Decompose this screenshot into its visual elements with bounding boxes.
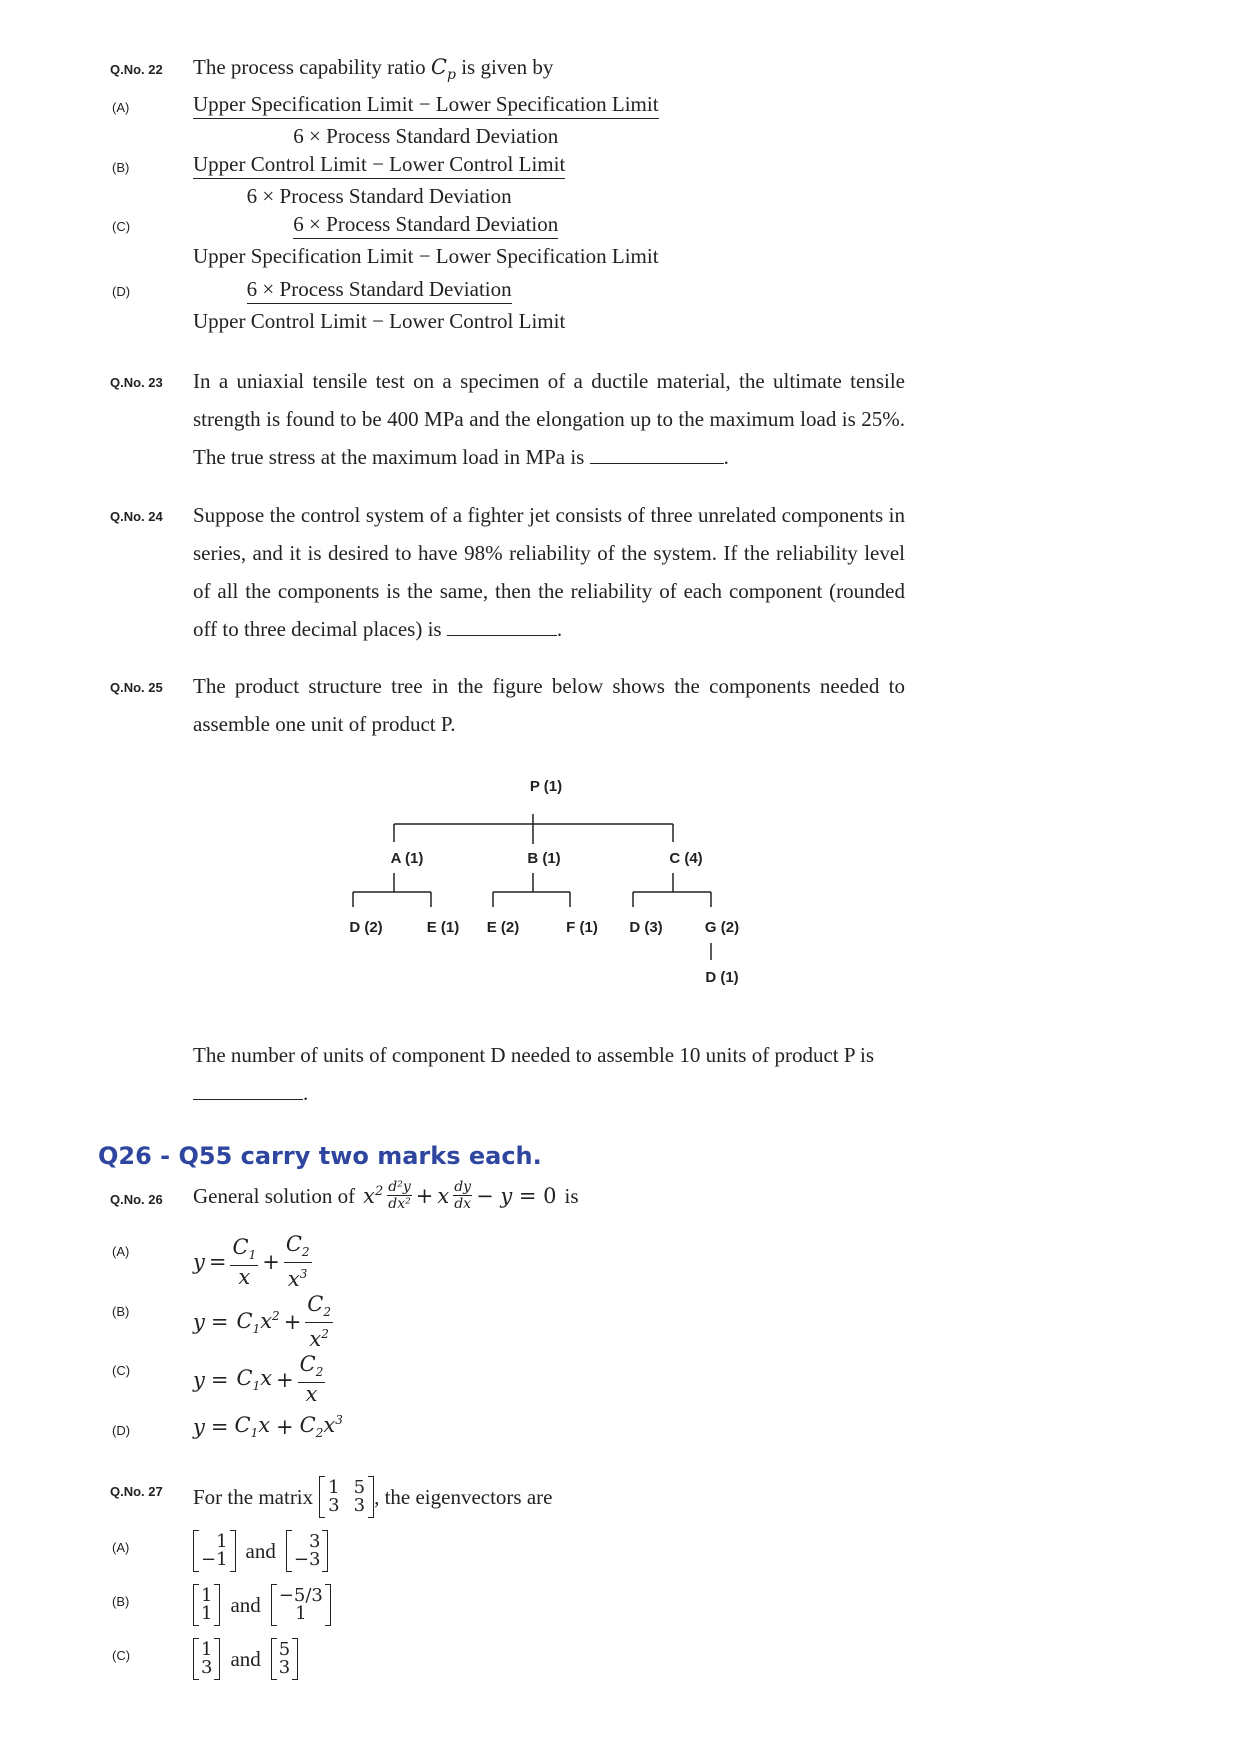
question-number: Q.No. 27: [110, 1484, 163, 1499]
symbol-subscript: p: [447, 67, 456, 84]
question-body: The number of units of component D needed to assemble 10 units of product P is: [193, 1043, 875, 1067]
option-label: (D): [112, 1423, 131, 1438]
option-a-vectors: [193, 1530, 328, 1572]
question-body: In a uniaxial tensile test on a specimen of a ductile material, the ultimate tensile strength is found to be 400 MPa and the elongation up to the maximum load is 25%. The true stress at the maximum load in MPa is: [193, 369, 905, 469]
equation: x: [437, 1184, 450, 1208]
denominator: Upper Specification Limit − Lower Specification Limit: [193, 244, 659, 268]
vector: 3 −3: [286, 1530, 329, 1572]
vector: 1 3: [193, 1638, 220, 1680]
question-text: In a uniaxial tensile test on a specimen of a ductile material, the ultimate tensile strength is found to be 400 MPa and the elongation up to the maximum load is 25%. The true stress at the maximum load in MPa is .: [193, 369, 905, 469]
tree-node-b: B (1): [527, 850, 561, 867]
question-number: Q.No. 25: [110, 680, 163, 695]
tree-node-f: F (1): [566, 919, 598, 936]
question-number: Q.No. 26: [110, 1192, 163, 1207]
option-label: (C): [112, 219, 131, 234]
stem-end: , the eigenvectors are: [374, 1484, 553, 1509]
option-d-equation: y = $C_1x$ + $C_2x^3$: [193, 1413, 343, 1441]
numerator: Upper Specification Limit − Lower Specification Limit: [193, 91, 659, 119]
option-label: (A): [112, 1244, 130, 1259]
option-label: (C): [112, 1648, 131, 1663]
option-b-vectors: [193, 1584, 331, 1626]
and-text: and: [230, 1646, 261, 1671]
option-b-equation: y = $C_1x^2$ + $\frac{C_2}{x^2}$: [193, 1292, 332, 1352]
equation: $\frac{dy}{dx}$: [454, 1179, 472, 1212]
question-text: The number of units of component D needed to assemble 10 units of product P is .: [193, 1043, 875, 1105]
denominator: 6 × Process Standard Deviation: [293, 124, 559, 148]
product-structure-tree: [0, 760, 1240, 1000]
tree-node-e: E (2): [486, 919, 520, 936]
option-label: (B): [112, 160, 130, 175]
tree-node-root: P (1): [529, 778, 563, 795]
vector: −5/3 1: [271, 1584, 331, 1626]
question-stem: [193, 55, 553, 83]
equation: +: [415, 1184, 434, 1208]
numerator: 6 × Process Standard Deviation: [293, 211, 558, 239]
tree-node-e: E (1): [426, 919, 460, 936]
and-text: and: [245, 1538, 276, 1563]
tree-node-d: D (1): [705, 969, 739, 986]
question-text: Suppose the control system of a fighter jet consists of three unrelated components in series, and it is desired to have 98% reliability of the system. If the reliability level of all the components is the same, then the reliability of each component (rounded off to three decimal places) is .: [193, 503, 905, 641]
equation: − y = 0: [476, 1184, 557, 1208]
option-label: (B): [112, 1304, 130, 1319]
tree-node-d: D (3): [629, 919, 663, 936]
question-number: Q.No. 23: [110, 375, 163, 390]
option-label: (B): [112, 1594, 130, 1609]
option-c-equation: y = $C_1x$ + $\frac{C_2}{x}$: [193, 1352, 324, 1407]
denominator: Upper Control Limit − Lower Control Limit: [193, 309, 566, 333]
option-c-fraction: [193, 211, 659, 271]
equation: $\frac{\text{d²y}}{\text{dx²}}$: [388, 1179, 411, 1212]
option-label: (A): [112, 1540, 130, 1555]
answer-blank: [447, 617, 557, 636]
section-heading: Q26 - Q55 carry two marks each.: [98, 1142, 542, 1170]
vector: 1 1: [193, 1584, 220, 1626]
matrix: 1 5 3 3: [319, 1476, 374, 1518]
numerator: 6 × Process Standard Deviation: [247, 276, 512, 304]
stem-text: The process capability ratio: [193, 55, 426, 79]
option-label: (D): [112, 284, 131, 299]
tree-node-c: C (4): [669, 850, 703, 867]
question-stem: [193, 1476, 552, 1518]
option-label: (A): [112, 100, 130, 115]
option-c-vectors: [193, 1638, 298, 1680]
question-body: Suppose the control system of a fighter jet consists of three unrelated components in series, and it is desired to have 98% reliability of the system. If the reliability level of all the components is the same, then the reliability of each component (rounded off to three decimal places) is: [193, 503, 905, 641]
vector: 1 −1: [193, 1530, 236, 1572]
stem-end: is given by: [461, 55, 554, 79]
stem-text: General solution of: [193, 1183, 356, 1208]
option-a-fraction: [193, 91, 659, 151]
stem-end: is: [564, 1183, 579, 1208]
stem-text: For the matrix: [193, 1484, 314, 1509]
option-b-fraction: [193, 151, 565, 211]
and-text: and: [230, 1592, 261, 1617]
vector: 5 3: [271, 1638, 298, 1680]
question-number: Q.No. 24: [110, 509, 163, 524]
denominator: 6 × Process Standard Deviation: [246, 184, 512, 208]
answer-blank: [590, 445, 724, 464]
tree-node-a: A (1): [390, 850, 424, 867]
symbol: C: [430, 55, 447, 79]
answer-blank: [193, 1081, 303, 1100]
question-stem: [193, 1180, 579, 1212]
tree-node-g: G (2): [704, 919, 740, 936]
equation: $x^2$: [363, 1184, 384, 1208]
question-text: The product structure tree in the figure below shows the components needed to assemble one unit of product P.: [193, 674, 905, 736]
option-a-equation: y = $\frac{C_1}{x}$ + $\frac{C_2}{x^3}$: [193, 1232, 310, 1292]
option-label: (C): [112, 1363, 131, 1378]
numerator: Upper Control Limit − Lower Control Limit: [193, 151, 565, 179]
option-d-fraction: [193, 276, 565, 336]
tree-node-d: D (2): [349, 919, 383, 936]
question-number: Q.No. 22: [110, 62, 163, 77]
